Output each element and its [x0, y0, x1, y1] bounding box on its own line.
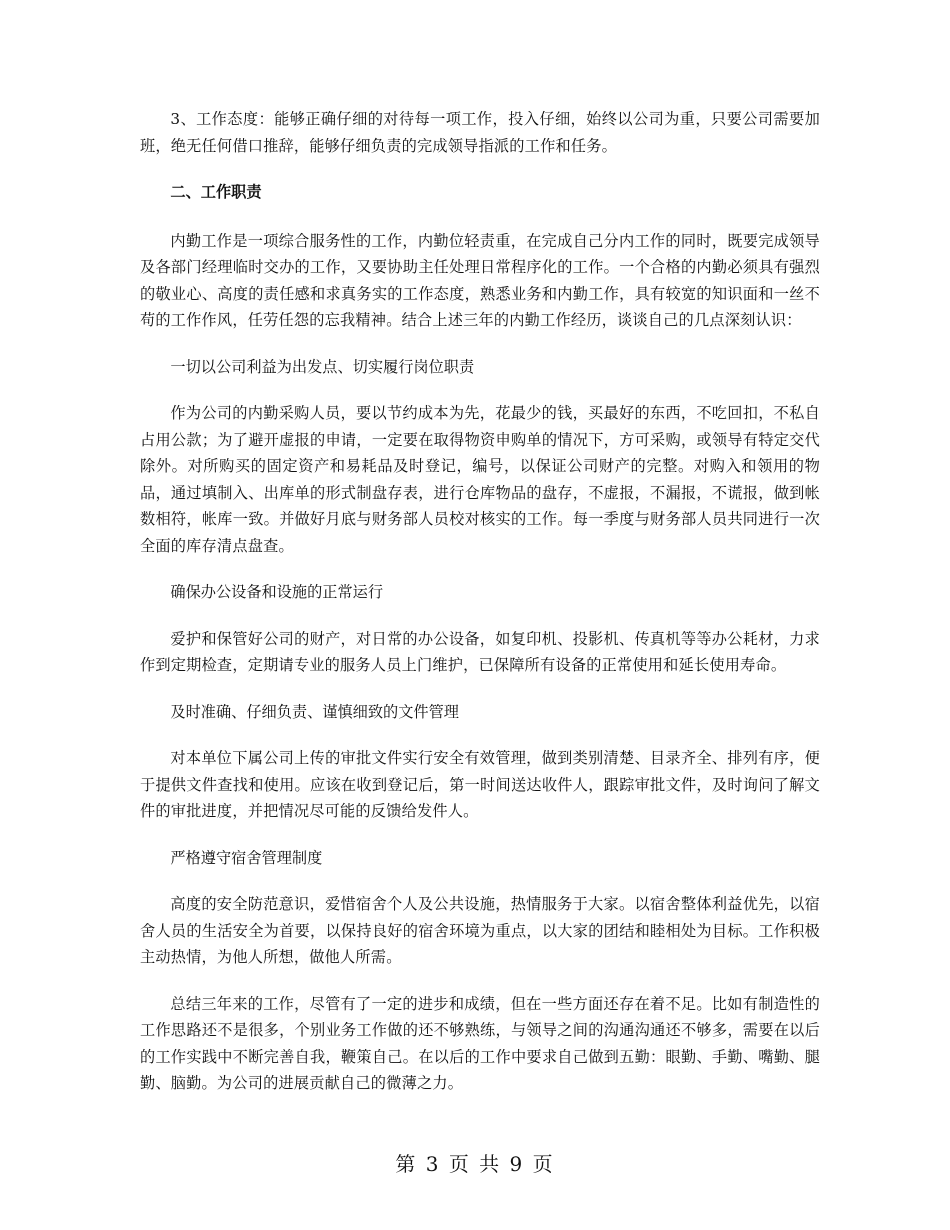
paragraph-files: 对本单位下属公司上传的审批文件实行安全有效管理，做到类别清楚、目录齐全、排列有序，便于提供文件查找和使用。应该在收到登记后，第一时间送达收件人，跟踪审批文件，及时询问了解文件的审批进度，并把情况尽可能的反馈给发件人。	[140, 749, 820, 820]
paragraph-intro: 内勤工作是一项综合服务性的工作，内勤位轻责重，在完成自己分内工作的同时，既要完成领导及各部门经理临时交办的工作，又要协助主任处理日常程序化的工作。一个合格的内勤必须具有强烈的敬业心、高度的责任感和求真务实的工作态度，熟悉业务和内勤工作，具有较宽的知识面和一丝不苟的工作作风，任劳任怨的忘我精神。结合上述三年的内勤工作经历，谈谈自己的几点深刻认识：	[140, 231, 820, 329]
subheading-office-equipment: 确保办公设备和设施的正常运行	[170, 583, 384, 601]
document-body	[140, 106, 820, 1117]
subheading-dormitory: 严格遵守宿舍管理制度	[170, 848, 323, 867]
section-heading-job-duties: 二、工作职责	[170, 183, 262, 201]
paragraph-dormitory: 高度的安全防范意识，爱惜宿舍个人及公共设施，热情服务于大家。以宿舍整体利益优先，以宿舍人员的生活安全为首要，以保持良好的宿舍环境为重点，以大家的团结和睦相处为目标。工作积极主动热情，为他人所想，做他人所需。	[140, 895, 820, 966]
paragraph-work-attitude: 3、工作态度：能够正确仔细的对待每一项工作，投入仔细，始终以公司为重，只要公司需要加班，绝无任何借口推辞，能够仔细负责的完成领导指派的工作和任务。	[140, 110, 820, 155]
paragraph-summary: 总结三年来的工作，尽管有了一定的进步和成绩，但在一些方面还存在着不足。比如有制造性的工作思路还不是很多，个别业务工作做的还不够熟练，与领导之间的沟通沟通还不够多，需要在以后的工作实践中不断完善自我，鞭策自己。在以后的工作中要求自己做到五勤：眼勤、手勤、嘴勤、腿勤、脑勤。为公司的进展贡献自己的微薄之力。	[140, 994, 820, 1092]
subheading-company-interest: 一切以公司利益为出发点、切实履行岗位职责	[170, 357, 475, 376]
subheading-file-management: 及时准确、仔细负责、谨慎细致的文件管理	[170, 702, 459, 721]
paragraph-equipment: 爱护和保管好公司的财产，对日常的办公设备，如复印机、投影机、传真机等等办公耗材，力求作到定期检查，定期请专业的服务人员上门维护，已保障所有设备的正常使用和延长使用寿命。	[140, 629, 820, 674]
paragraph-procurement: 作为公司的内勤采购人员，要以节约成本为先，花最少的钱，买最好的东西，不吃回扣，不私自占用公款；为了避开虚报的申请，一定要在取得物资申购单的情况下，方可采购，或领导有特定交代除外。对所购买的固定资产和易耗品及时登记，编号，以保证公司财产的完整。对购入和领用的物品，通过填制入、出库单的形式制盘存表，进行仓库物品的盘存，不虚报，不漏报，不谎报，做到帐数相符，帐库一致。并做好月底与财务部人员校对核实的工作。每一季度与财务部人员共同进行一次全面的库存清点盘查。	[140, 404, 820, 555]
page-number-footer: 第 3 页 共 9 页	[395, 1152, 555, 1176]
